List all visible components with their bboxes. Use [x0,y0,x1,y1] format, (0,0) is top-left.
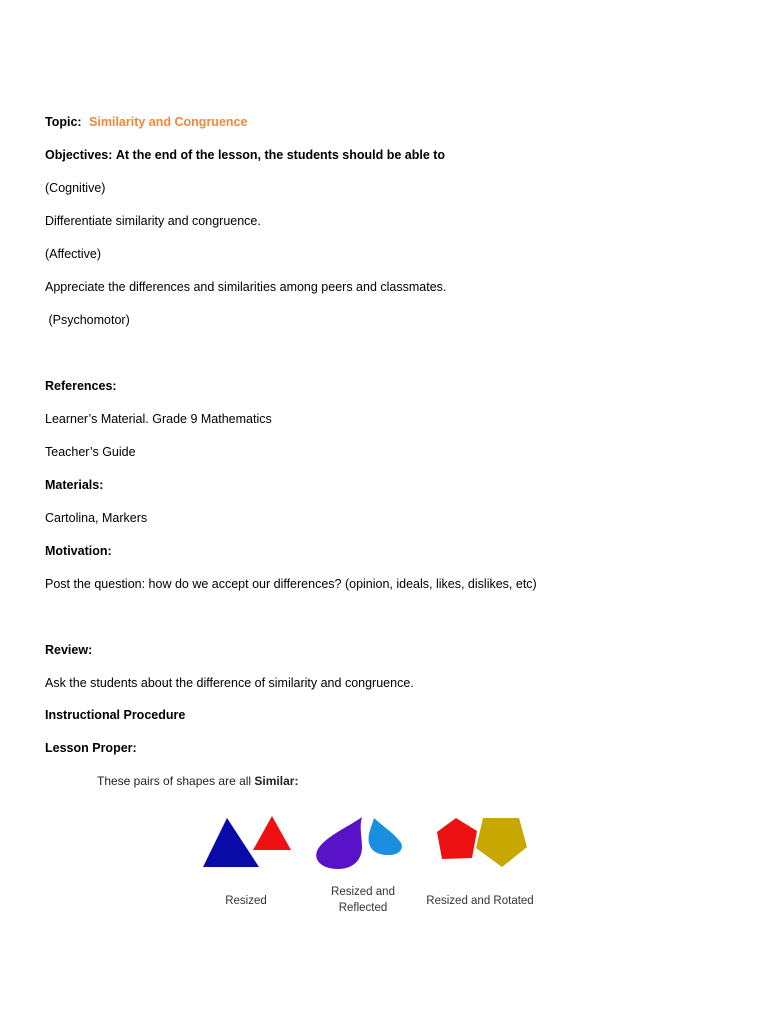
materials-heading: Materials: [45,478,104,492]
review-text: Ask the students about the difference of similarity and congruence. [45,676,414,690]
label-resized-and-reflected [318,884,408,916]
topic-title: Similarity and Congruence [89,115,248,129]
objectives-text: At the end of the lesson, the students should be able to [115,148,446,162]
label-resized-and-rotated: Resized and Rotated [426,895,534,907]
review-heading: Review: [45,643,93,657]
red-pentagon [437,818,477,859]
reference-item: Teacher’s Guide [45,445,136,459]
psychomotor-label: (Psychomotor) [45,313,130,327]
motivation-heading: Motivation: [45,544,112,558]
affective-label: (Affective) [45,247,102,261]
gold-pentagon [476,818,527,867]
label-resized: Resized [225,895,267,907]
affective-text: Appreciate the differences and similarities among peers and classmates. [45,280,447,294]
small-red-triangle [253,816,291,850]
topic-label: Topic: [45,115,82,129]
references-heading: References: [45,379,117,393]
figure-caption-text: These pairs of shapes are all [97,774,255,788]
objectives-label: Objectives: [45,148,113,162]
materials-text: Cartolina, Markers [45,511,148,525]
motivation-text: Post the question: how do we accept our differences? (opinion, ideals, likes, dislikes, etc) [45,577,537,591]
large-purple-teardrop [316,817,362,869]
cognitive-text: Differentiate similarity and congruence. [45,214,261,228]
small-cyan-teardrop [369,818,402,855]
large-navy-triangle [203,818,259,867]
label-reflected-line-1: Resized and [331,886,395,898]
instructional-procedure-heading: Instructional Procedure [45,708,186,722]
lesson-proper-heading: Lesson Proper: [45,741,137,755]
cognitive-label: (Cognitive) [45,181,106,195]
label-reflected-line-2: Reflected [338,902,388,914]
figure-caption-bold: Similar: [254,774,299,788]
reference-item: Learner’s Material. Grade 9 Mathematics [45,412,272,426]
